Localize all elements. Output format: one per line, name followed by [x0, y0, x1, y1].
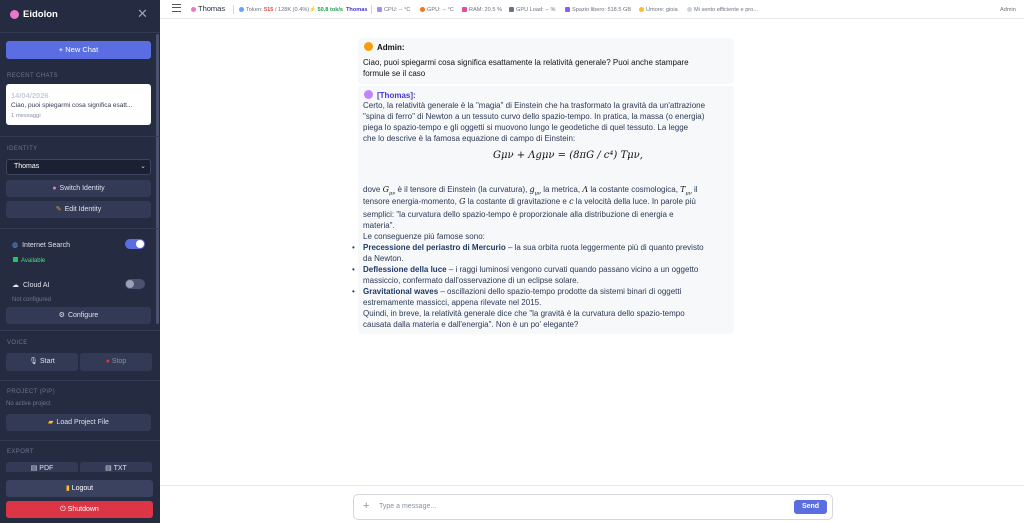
assistant-message — [358, 86, 734, 334]
ram-icon — [462, 7, 467, 12]
separator — [371, 5, 372, 14]
ram-usage — [462, 6, 502, 14]
math-symbol: $g_{\mu\nu}$ — [529, 185, 541, 197]
token-label: Token: — [246, 7, 263, 13]
text-fragment: dove — [363, 185, 383, 194]
text-fragment: la costante di gravitazione e — [465, 197, 570, 206]
logout-icon: ▮ — [65, 485, 70, 492]
assistant-text-line: Le conseguenze più famose sono: — [363, 232, 485, 241]
thought-value: Mi sento efficiente e pro... — [694, 7, 758, 13]
list-item — [363, 242, 733, 253]
assistant-role — [364, 90, 416, 100]
export-pdf-button[interactable] — [6, 462, 78, 472]
bolt-icon: ⚡ — [309, 7, 316, 13]
topbar-user-name: Thomas — [198, 4, 226, 13]
send-button[interactable]: Send — [794, 500, 827, 514]
composer — [160, 485, 1024, 523]
power-icon: ⏻ — [60, 506, 66, 513]
assistant-name: [Thomas]: — [377, 91, 416, 100]
admin-text-line: formule se il caso — [363, 69, 426, 78]
assistant-text-line: "spina di ferro" di Newton a un tessuto curvo dello spazio-tempo. In pratica, la massa (o energia) — [363, 112, 705, 121]
cloud-status: Not configured — [12, 297, 52, 303]
check-icon — [13, 257, 18, 262]
bullet-icon: • — [352, 287, 355, 296]
document-icon: ▤ — [30, 465, 38, 472]
load-project-label: Load Project File — [56, 419, 109, 426]
divider — [0, 330, 160, 331]
project-label: PROJECT (PiP) — [7, 389, 56, 395]
disk-value: Spazio libero: 518.5 GB — [572, 7, 632, 13]
user-icon — [364, 42, 373, 51]
export-txt-button[interactable] — [80, 462, 152, 472]
bullet-icon: • — [352, 243, 355, 252]
edit-identity-button[interactable] — [6, 201, 151, 218]
admin-label[interactable]: Admin — [1000, 7, 1016, 13]
close-icon[interactable]: ✕ — [137, 6, 148, 21]
voice-stop-button[interactable] — [80, 353, 152, 371]
chat-message-count: 1 messaggi — [11, 113, 41, 119]
list-item-title: Precessione del periastro di Mercurio — [363, 243, 506, 252]
admin-role — [364, 42, 405, 52]
token-counter — [239, 6, 309, 14]
app-title: Eidolon — [23, 9, 58, 20]
stop-icon: ● — [105, 358, 110, 365]
assistant-text-line — [363, 196, 731, 207]
internet-status — [13, 257, 45, 264]
math-symbol: $T_{\mu\nu}$ — [680, 185, 692, 197]
thought-indicator — [687, 6, 758, 14]
recent-chat-item[interactable] — [6, 84, 151, 125]
no-project-text: No active project — [6, 401, 51, 407]
brain-icon — [191, 7, 196, 12]
einstein-field-equation: Gμν + Λgμν = (8πG / c⁴) Tμν, — [493, 150, 643, 161]
configure-button[interactable] — [6, 307, 151, 324]
list-item — [363, 286, 733, 297]
message-placeholder: Type a message... — [379, 503, 437, 510]
cpu-value: CPU: -- °C — [384, 7, 411, 13]
list-item-title: Deflessione della luce — [363, 265, 447, 274]
document-icon: ▤ — [105, 465, 112, 472]
microphone-icon: 🎙 — [29, 358, 39, 365]
cpu-temp — [377, 6, 410, 14]
cpu-icon — [377, 7, 382, 12]
text-fragment: la velocità della luce. In parole più — [573, 197, 696, 206]
admin-name: Admin: — [377, 43, 405, 52]
list-item-text: – la sua orbita ruota leggermente più di quanto previsto — [505, 243, 704, 252]
math-symbol: Λ — [582, 185, 589, 194]
smile-icon — [639, 7, 644, 12]
assistant-text-line: Quindi, in breve, la relatività generale dice che "la gravità è la curvatura dello spazio-tempo — [363, 309, 685, 318]
assistant-text-line: materia". — [363, 221, 395, 230]
list-item-text: – oscillazioni dello spazio-tempo prodotte da sistemi binari di oggetti — [438, 287, 682, 296]
export-label: EXPORT — [7, 449, 34, 455]
disk-space — [565, 6, 631, 14]
text-fragment: la costante cosmologica, — [588, 185, 681, 194]
gpu-load — [509, 6, 555, 14]
internet-status-text: Available — [21, 258, 46, 264]
identity-label: IDENTITY — [7, 146, 38, 152]
shutdown-label: Shutdown — [67, 506, 99, 513]
message-input[interactable] — [353, 494, 833, 520]
list-item-title: Gravitational waves — [363, 287, 439, 296]
list-item-text: – i raggi luminosi vengono curvati quando passano vicino a un oggetto — [446, 265, 699, 274]
model-name: Thomas — [346, 7, 368, 13]
admin-message — [358, 38, 734, 84]
list-item-continued: estremamente massicci, appena rilevate nel 2015. — [363, 298, 542, 307]
divider — [0, 380, 160, 381]
pdf-label: PDF — [39, 465, 54, 472]
load-project-button[interactable] — [6, 414, 151, 431]
txt-label: TXT — [113, 465, 127, 472]
sidebar-header — [0, 0, 160, 33]
assistant-text-line: piega lo spazio-tempo e gli oggetti si muovono lungo le geodetiche di quel tessuto. La legge — [363, 123, 689, 132]
chevron-down-icon: ⌄ — [140, 163, 146, 170]
ram-value: RAM: 20.5 % — [469, 7, 502, 13]
gpu-value: GPU: -- °C — [427, 7, 454, 13]
switch-identity-label: Switch Identity — [59, 185, 105, 192]
internet-search-text: Internet Search — [22, 242, 70, 249]
chat-date: 14/04/2026 — [11, 91, 49, 100]
text-fragment: la metrica, — [540, 185, 583, 194]
token-icon — [239, 7, 244, 12]
assistant-text-line: semplici: "la curvatura dello spazio-tempo è proporzionale alla distribuzione di energia e — [363, 210, 674, 219]
stop-label: Stop — [111, 358, 127, 365]
divider — [0, 440, 160, 441]
flame-icon — [420, 7, 425, 12]
folder-icon: ▰ — [48, 419, 54, 426]
math-symbol: G — [459, 197, 466, 206]
start-label: Start — [40, 358, 55, 365]
internet-search-toggle[interactable] — [125, 239, 145, 249]
list-item-continued: da Newton. — [363, 254, 404, 263]
identity-select[interactable] — [6, 159, 151, 175]
top-bar — [160, 0, 1024, 19]
assistant-text-line: Certo, la relatività generale è la "magia" di Einstein che ha trasformato la gravità da un'attrazione — [363, 101, 706, 110]
switch-identity-button[interactable] — [6, 180, 151, 197]
voice-label: VOICE — [7, 340, 28, 346]
token-used: 515 — [264, 7, 274, 13]
disk-icon — [565, 7, 570, 12]
brain-icon — [10, 10, 19, 19]
assistant-text-line: causata dalla materia e dall'energia". Non è un po' elegante? — [363, 320, 579, 329]
topbar-user — [191, 5, 225, 13]
menu-icon[interactable] — [172, 4, 181, 12]
pencil-icon: ✎ — [55, 206, 62, 213]
math-symbol: c — [569, 197, 574, 206]
sidebar — [0, 0, 160, 523]
toggle-knob — [126, 280, 134, 288]
gpu-load-value: GPU Load: -- % — [516, 7, 556, 13]
logout-label: Logout — [71, 485, 94, 492]
chat-preview: Ciao, puoi spiegarmi cosa significa esatt... — [11, 102, 133, 109]
cloud-icon: ☁ — [12, 282, 19, 289]
admin-text-line: Ciao, puoi spiegarmi cosa significa esattamente la relatività generale? Puoi anche stampare — [363, 58, 689, 67]
mood-value: Umore: gioia — [646, 7, 678, 13]
internet-search-label — [12, 241, 70, 249]
text-fragment: tensore energia-momento, — [363, 197, 460, 206]
text-fragment: il — [691, 185, 698, 194]
list-item-continued: massiccio, confermato dall'osservazione di un eclipse solare. — [363, 276, 579, 285]
gamepad-icon — [509, 7, 514, 12]
identity-value: Thomas — [14, 163, 40, 170]
mood-indicator — [639, 6, 678, 14]
edit-identity-label: Edit Identity — [64, 206, 102, 213]
toggle-knob — [136, 240, 144, 248]
cloud-ai-label — [12, 281, 49, 289]
cloud-ai-text: Cloud AI — [23, 282, 50, 289]
logout-button[interactable] — [6, 480, 153, 497]
token-rest: / 128K (0.4%) — [274, 7, 310, 13]
divider — [0, 136, 160, 137]
gpu-temp — [420, 6, 454, 14]
configure-label: Configure — [67, 312, 99, 319]
math-symbol: $G_{\mu\nu}$ — [382, 185, 396, 197]
brain-icon: ● — [52, 185, 57, 192]
list-item — [363, 264, 733, 275]
sidebar-scrollbar[interactable] — [156, 34, 159, 324]
speed-value: 50.8 tok/s — [317, 7, 344, 13]
speed-indicator — [309, 6, 343, 14]
new-chat-button[interactable]: + New Chat — [6, 41, 151, 59]
brain-icon — [364, 90, 373, 99]
recent-chats-label: RECENT CHATS — [7, 73, 58, 79]
cloud-ai-toggle[interactable] — [125, 279, 145, 289]
attach-plus-icon[interactable]: + — [363, 500, 370, 512]
voice-start-button[interactable] — [6, 353, 78, 371]
gear-icon: ⚙ — [58, 312, 65, 319]
bullet-icon: • — [352, 265, 355, 274]
shutdown-button[interactable] — [6, 501, 153, 518]
globe-icon: ◍ — [12, 242, 19, 249]
text-fragment: è il tensore di Einstein (la curvatura), — [395, 185, 530, 194]
divider — [0, 228, 160, 229]
separator — [233, 5, 234, 14]
thought-icon — [687, 7, 692, 12]
assistant-text-line: che lo descrive è la famosa equazione di campo di Einstein: — [363, 134, 576, 143]
